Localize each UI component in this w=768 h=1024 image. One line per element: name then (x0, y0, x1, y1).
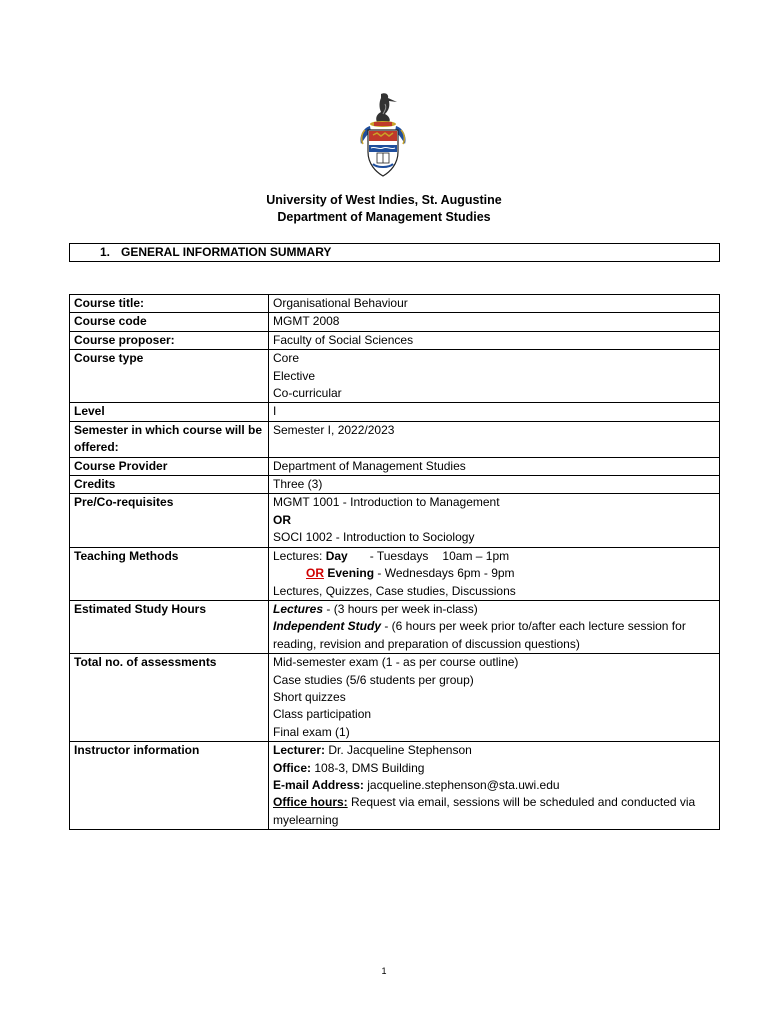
credits-value: Three (3) (269, 476, 720, 494)
prerequisites-value (269, 494, 720, 547)
level-label: Level (70, 403, 269, 421)
study-lectures-line (273, 601, 715, 618)
table-row (70, 313, 720, 331)
course-type-core: Core (273, 351, 300, 366)
course-provider-label: Course Provider (70, 457, 269, 475)
teaching-methods-list: Lectures, Quizzes, Case studies, Discussions (273, 583, 516, 598)
office-hours-value: Request via email, sessions will be scheduled and conducted via myelearning (273, 795, 696, 827)
evening-text: - Wednesdays 6pm - 9pm (377, 566, 515, 581)
study-hours-label: Estimated Study Hours (70, 600, 269, 653)
table-row (70, 350, 720, 403)
prerequisites-label: Pre/Co-requisites (70, 494, 269, 547)
course-proposer-label: Course proposer: (70, 331, 269, 349)
table-row (70, 421, 720, 457)
prereq-line-2: SOCI 1002 - Introduction to Sociology (273, 530, 475, 545)
table-row (70, 476, 720, 494)
department-title: Department of Management Studies (277, 210, 491, 224)
course-provider-value: Department of Management Studies (269, 457, 720, 475)
prereq-line-1: MGMT 1001 - Introduction to Management (273, 495, 500, 510)
office-hours-line (273, 794, 715, 829)
course-type-cocurricular: Co-curricular (273, 386, 342, 401)
instructor-value (269, 742, 720, 830)
study-lectures-text: - (3 hours per week in-class) (326, 601, 478, 616)
course-type-label: Course type (70, 350, 269, 403)
prereq-or: OR (273, 512, 291, 527)
table-row (70, 547, 720, 600)
assessments-label: Total no. of assessments (70, 654, 269, 742)
lecturer-line (273, 742, 715, 759)
day-time: 10am – 1pm (442, 548, 510, 563)
assessment-item: Short quizzes (273, 689, 346, 704)
study-lectures-label: Lectures (273, 601, 324, 616)
course-title-value: Organisational Behaviour (269, 295, 720, 313)
study-independent-line (273, 618, 715, 653)
lecturer-name: Dr. Jacqueline Stephenson (328, 743, 472, 758)
semester-label: Semester in which course will be offered: (70, 421, 269, 457)
office-hours-label: Office hours: (273, 795, 348, 810)
section-title: GENERAL INFORMATION SUMMARY (121, 245, 332, 259)
office-value: 108-3, DMS Building (314, 760, 425, 775)
teaching-methods-value (269, 547, 720, 600)
level-value: I (269, 403, 720, 421)
table-row (70, 600, 720, 653)
teaching-evening-line (273, 565, 715, 582)
study-independent-text: - (6 hours per week prior to/after each lecture session for reading, revision and preparation of discussion questions) (273, 619, 686, 651)
teaching-or: OR (306, 566, 324, 581)
assessment-item: Final exam (1) (273, 724, 350, 739)
teaching-methods-label: Teaching Methods (70, 547, 269, 600)
table-row (70, 403, 720, 421)
office-label: Office: (273, 760, 312, 775)
table-row (70, 457, 720, 475)
section-number: 1. (100, 245, 111, 259)
instructor-label: Instructor information (70, 742, 269, 830)
university-title: University of West Indies, St. Augustine (266, 193, 502, 207)
study-hours-value (269, 600, 720, 653)
teaching-day-line (273, 548, 715, 565)
study-independent-label: Independent Study (273, 619, 381, 634)
day-text: - Tuesdays (369, 548, 429, 563)
assessments-value (269, 654, 720, 742)
assessment-item: Case studies (5/6 students per group) (273, 672, 474, 687)
university-crest-logo (355, 92, 411, 178)
lectures-prefix: Lectures: (273, 548, 323, 563)
table-row (70, 295, 720, 313)
course-info-table (69, 294, 720, 830)
table-row (70, 654, 720, 742)
email-label: E-mail Address: (273, 777, 364, 792)
lecturer-label: Lecturer: (273, 743, 326, 758)
email-address: jacqueline.stephenson@sta.uwi.edu (367, 777, 560, 792)
course-code-label: Course code (70, 313, 269, 331)
assessment-item: Mid-semester exam (1 - as per course outline) (273, 655, 519, 670)
credits-label: Credits (70, 476, 269, 494)
section-heading (69, 243, 720, 262)
assessment-item: Class participation (273, 707, 372, 722)
page-number: 1 (381, 966, 387, 976)
course-code-value: MGMT 2008 (269, 313, 720, 331)
course-type-elective: Elective (273, 368, 316, 383)
table-row (70, 331, 720, 349)
table-row (70, 742, 720, 830)
semester-value: Semester I, 2022/2023 (269, 421, 720, 457)
course-proposer-value: Faculty of Social Sciences (269, 331, 720, 349)
course-title-label: Course title: (70, 295, 269, 313)
evening-label: Evening (327, 566, 375, 581)
office-line (273, 760, 715, 777)
course-type-value (269, 350, 720, 403)
table-row (70, 494, 720, 547)
email-line (273, 777, 715, 794)
day-label: Day (325, 548, 348, 563)
